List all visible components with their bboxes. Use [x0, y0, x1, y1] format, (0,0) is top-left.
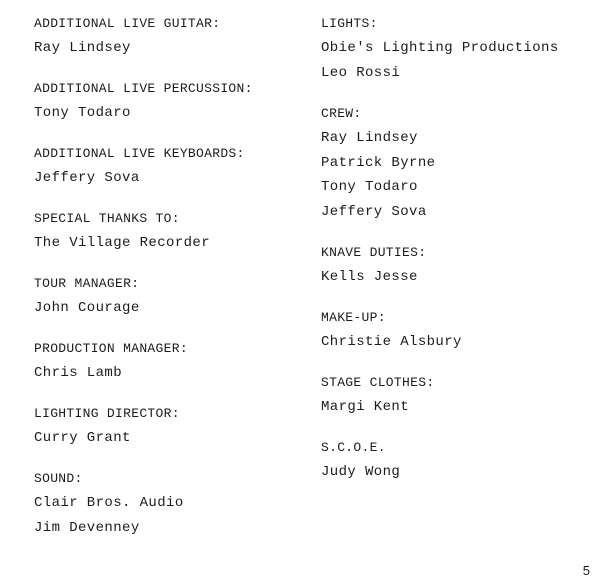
- credit-heading: CREW:: [321, 106, 362, 121]
- page-number: 5: [582, 563, 590, 578]
- credit-name: Jeffery Sova: [321, 203, 427, 220]
- credit-heading: ADDITIONAL LIVE KEYBOARDS:: [34, 146, 245, 161]
- credit-heading: PRODUCTION MANAGER:: [34, 341, 188, 356]
- credit-section-lighting-director: [34, 402, 304, 467]
- credit-name: Clair Bros. Audio: [34, 495, 184, 511]
- credit-section-special-thanks: [34, 207, 304, 272]
- credit-name: Kells Jesse: [321, 269, 418, 285]
- credit-section-production-manager: [34, 337, 304, 402]
- credit-name: Chris Lamb: [34, 365, 123, 381]
- credit-section-scoe: [321, 436, 591, 501]
- credit-heading: KNAVE DUTIES:: [321, 245, 427, 260]
- credit-name: The Village Recorder: [34, 235, 211, 251]
- credit-section-lights: [321, 12, 591, 102]
- credit-section-additional-live-guitar: [34, 12, 304, 77]
- credit-name: Jim Devenney: [34, 519, 140, 536]
- credit-name: Jeffery Sova: [34, 170, 140, 186]
- credit-heading: TOUR MANAGER:: [34, 276, 140, 291]
- credit-section-knave-duties: [321, 241, 591, 306]
- credit-section-make-up: [321, 306, 591, 371]
- credit-heading: MAKE-UP:: [321, 310, 386, 325]
- credit-name: Judy Wong: [321, 464, 401, 480]
- credit-name: Christie Alsbury: [321, 334, 462, 350]
- credit-name: Curry Grant: [34, 430, 131, 446]
- credit-name: Ray Lindsey: [34, 40, 131, 56]
- credit-section-crew: [321, 102, 591, 241]
- credit-section-sound: [34, 467, 304, 536]
- credit-section-stage-clothes: [321, 371, 591, 436]
- credit-name: John Courage: [34, 300, 140, 316]
- credit-heading: ADDITIONAL LIVE PERCUSSION:: [34, 81, 253, 96]
- credit-heading: ADDITIONAL LIVE GUITAR:: [34, 16, 221, 31]
- credit-heading: STAGE CLOTHES:: [321, 375, 435, 390]
- credit-heading: LIGHTS:: [321, 16, 378, 31]
- credit-heading: S.C.O.E.: [321, 440, 386, 455]
- credits-column-left: [34, 12, 304, 536]
- credit-section-tour-manager: [34, 272, 304, 337]
- credit-section-additional-live-keyboards: [34, 142, 304, 207]
- credit-name: Ray Lindsey: [321, 130, 418, 146]
- credit-section-additional-live-percussion: [34, 77, 304, 142]
- credit-name: Leo Rossi: [321, 64, 401, 81]
- credit-heading: LIGHTING DIRECTOR:: [34, 406, 180, 421]
- credit-name: Obie's Lighting Productions: [321, 40, 559, 56]
- credit-heading: SOUND:: [34, 471, 83, 486]
- credit-name: Patrick Byrne: [321, 154, 436, 171]
- credit-name: Tony Todaro: [34, 105, 131, 121]
- credit-name: Margi Kent: [321, 399, 410, 415]
- credits-column-right: [321, 12, 591, 501]
- credit-name: Tony Todaro: [321, 179, 418, 195]
- credit-heading: SPECIAL THANKS TO:: [34, 211, 180, 226]
